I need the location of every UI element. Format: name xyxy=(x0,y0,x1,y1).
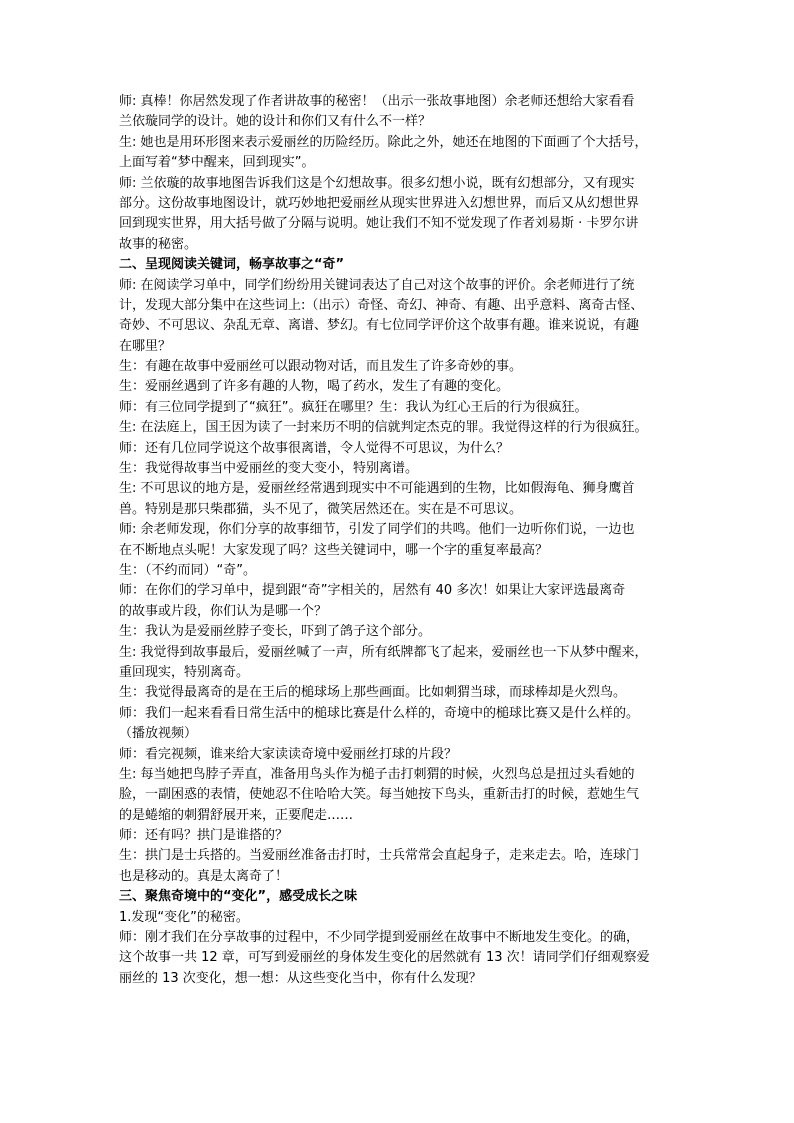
section-heading: 二、呈现阅读关键词，畅享故事之“奇” xyxy=(119,257,345,273)
text-line: 师: 兰依璇的故事地图告诉我们这是个幻想故事。很多幻想小说，既有幻想部分，又有现实 xyxy=(119,175,635,191)
text-line: 生：我觉得故事当中爱丽丝的变大变小，特别离谱。 xyxy=(119,461,419,477)
text-line: 师：看完视频，谁来给大家读读奇境中爱丽丝打球的片段？ xyxy=(119,746,458,762)
section-heading: 三、聚焦奇境中的“变化”，感受成长之味 xyxy=(119,889,358,905)
text-line: 也是移动的。真是太离奇了！ xyxy=(119,868,289,884)
text-line: 兽。特别是那只柴郡猫，头不见了，微笑居然还在。实在是不可思议。 xyxy=(119,501,523,517)
text-line: 师：在你们的学习单中，提到跟“奇”字相关的，居然有 40 多次！如果让大家评选最离奇 xyxy=(119,583,626,599)
text-line: 师: 余老师发现，你们分享的故事细节，引发了同学们的共鸣。他们一边听你们说，一边也 xyxy=(119,522,635,538)
text-line: 计，发现大部分集中在这些词上:（出示）奇怪、奇幻、神奇、有趣、出乎意料、离奇古怪、 xyxy=(119,297,644,313)
text-line: 生: 在法庭上，国王因为读了一封来历不明的信就判定杰克的罪。我觉得这样的行为很疯狂。 xyxy=(119,420,648,436)
text-line: 回到现实世界，用大括号做了分隔与说明。她让我们不知不觉发现了作者刘易斯 · 卡罗尔讲 xyxy=(119,216,639,232)
text-line: 故事的秘密。 xyxy=(119,236,198,252)
text-line: 师：有三位同学提到了“疯狂”。疯狂在哪里？生：我认为红心王后的行为很疯狂。 xyxy=(119,399,588,415)
text-line: 师: 真棒！你居然发现了作者讲故事的秘密！（出示一张故事地图）余老师还想给大家看看 xyxy=(119,94,635,109)
text-line: 兰依璇同学的设计。她的设计和你们又有什么不一样？ xyxy=(119,114,432,130)
text-line: 部分。这份故事地图设计，就巧妙地把爱丽丝从现实世界进入幻想世界，而后又从幻想世界 xyxy=(119,195,640,211)
text-line: 师：还有吗？拱门是谁搭的？ xyxy=(119,828,289,844)
text-line: 生：拱门是士兵搭的。当爱丽丝准备击打时，士兵常常会直起身子，走来走去。哈，连球门 xyxy=(119,848,640,864)
text-line: 师：刚才我们在分享故事的过程中，不少同学提到爱丽丝在故事中不断地发生变化。的确， xyxy=(119,930,640,946)
text-line: 的是蜷缩的刺猬舒展开来，正要爬走…… xyxy=(119,807,354,823)
text-line: 生：有趣在故事中爱丽丝可以跟动物对话，而且发生了许多奇妙的事。 xyxy=(119,359,523,375)
text-line: 师：我们一起来看看日常生活中的槌球比赛是什么样的，奇境中的槌球比赛又是什么样的。 xyxy=(119,705,640,721)
text-line: 生：我觉得最离奇的是在王后的槌球场上那些画面。比如刺猬当球，而球棒却是火烈鸟。 xyxy=(119,685,627,701)
text-line: 师: 在阅读学习单中，同学们纷纷用关键词表达了自己对这个故事的评价。余老师进行了统 xyxy=(119,277,635,293)
text-line: 上面写着“梦中醒来，回到现实”。 xyxy=(119,155,315,171)
text-line: 生：我认为是爱丽丝脖子变长，吓到了鸽子这个部分。 xyxy=(119,624,432,640)
text-line: 1.发现“变化”的秘密。 xyxy=(119,909,249,925)
text-line: 生：爱丽丝遇到了许多有趣的人物，喝了药水，发生了有趣的变化。 xyxy=(119,379,510,395)
text-line: 的故事或片段，你们认为是哪一个？ xyxy=(119,603,328,619)
text-line: 在哪里？ xyxy=(119,338,172,354)
text-line: （播放视频） xyxy=(119,726,198,742)
text-line: 脸，一副困惑的表情，使她忍不住哈哈大笑。每当她按下鸟头，重新击打的时候，惹她生气 xyxy=(119,787,640,803)
text-line: 生：（不约而同）“奇”。 xyxy=(119,562,256,578)
text-line: 师：还有几位同学说这个故事很离谱，令人觉得不可思议，为什么？ xyxy=(119,440,510,456)
text-line: 生: 每当她把鸟脖子弄直，准备用鸟头作为槌子击打刺猬的时候，火烈鸟总是扭过头看她的 xyxy=(119,766,635,782)
text-line: 生: 不可思议的地方是，爱丽丝经常遇到现实中不可能遇到的生物，比如假海龟、狮身鹰首 xyxy=(119,481,635,497)
text-line: 生: 她也是用环形图来表示爱丽丝的历险经历。除此之外，她还在地图的下面画了个大括号， xyxy=(119,134,648,150)
text-line: 这个故事一共 12 章，可写到爱丽丝的身体发生变化的居然就有 13 次！请同学们仔细观察爱 xyxy=(119,950,650,966)
document-page xyxy=(119,92,679,989)
text-line: 在不断地点头呢！大家发现了吗？这些关键词中，哪一个字的重复率最高？ xyxy=(119,542,549,558)
text-line: 生: 我觉得到故事最后，爱丽丝喊了一声，所有纸牌都飞了起来，爱丽丝也一下从梦中醒来， xyxy=(119,644,648,660)
text-line: 丽丝的 13 次变化，想一想：从这些变化当中，你有什么发现？ xyxy=(119,970,482,986)
text-line: 奇妙、不可思议、杂乱无章、离谱、梦幻。有七位同学评价这个故事有趣。谁来说说，有趣 xyxy=(119,318,640,334)
text-line: 重回现实，特别离奇。 xyxy=(119,664,250,680)
